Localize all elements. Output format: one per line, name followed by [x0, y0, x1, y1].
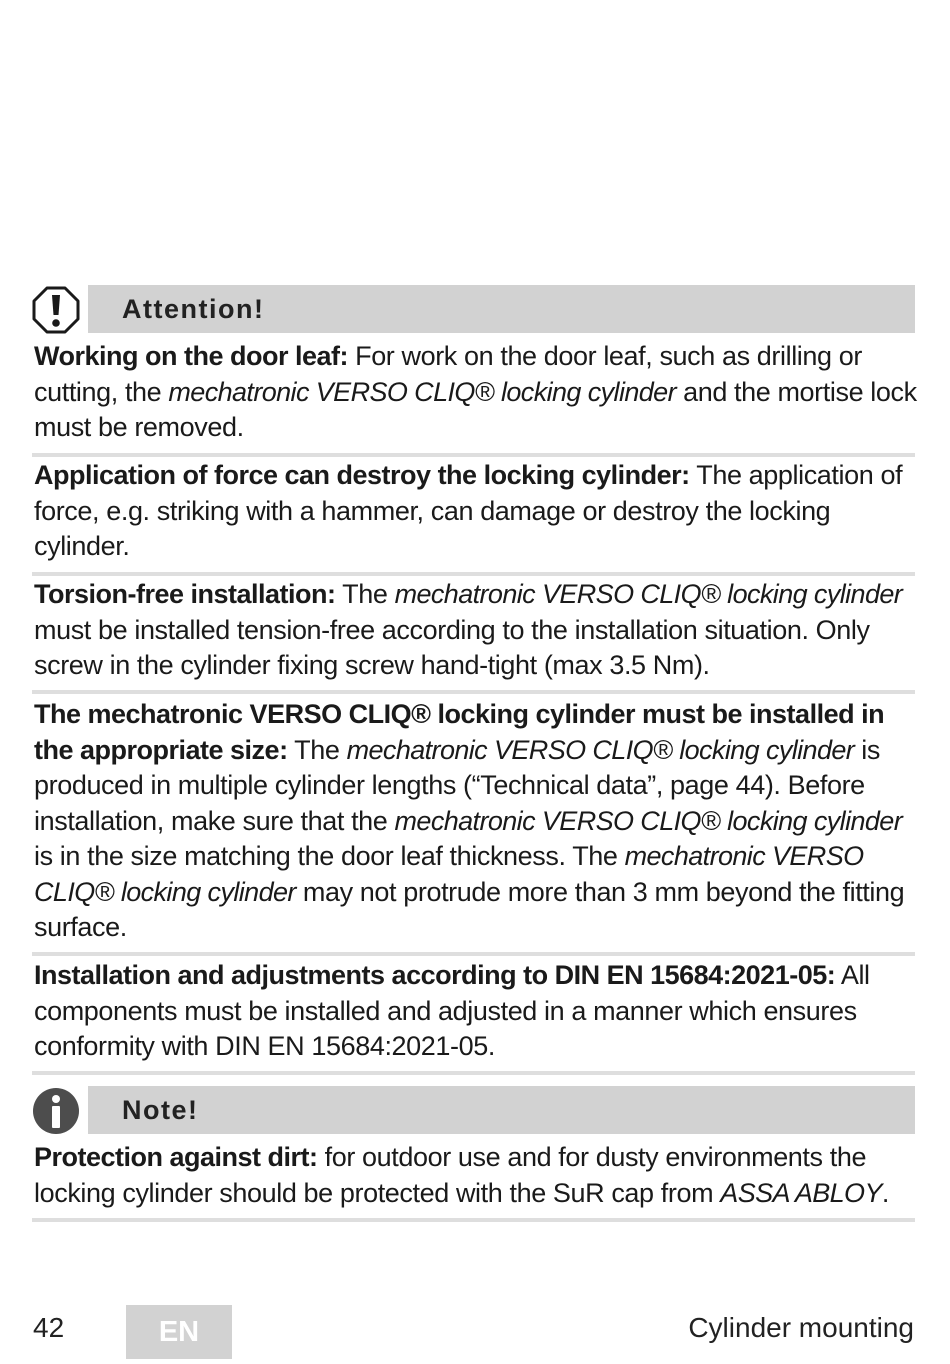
attention-label: Attention!: [122, 294, 265, 324]
paragraph-text: for outdoor use and for dusty environments the locking cylinder should be protected with the SuR cap from: [34, 1142, 867, 1208]
paragraph-heading: Torsion-free installation:: [34, 579, 336, 609]
attention-item-4: [34, 958, 924, 1065]
paragraph-heading: Installation and adjustments according to DIN EN 15684:2021-05:: [34, 960, 836, 990]
paragraph-heading: Application of force can destroy the locking cylinder:: [34, 460, 690, 490]
paragraph-text: is produced in multiple cylinder lengths (“Technical data”, page 44). Before installation, make sure that the: [34, 734, 881, 836]
attention-banner: [32, 285, 915, 333]
divider: [32, 690, 915, 694]
emphasized-text: mechatronic VERSO CLIQ® locking cylinder: [34, 841, 864, 907]
divider: [32, 1071, 915, 1075]
note-label: Note!: [122, 1095, 199, 1125]
paragraph-heading: Working on the door leaf:: [34, 341, 348, 371]
divider: [32, 1218, 915, 1222]
paragraph-text: The application of force, e.g. striking with a hammer, can damage or destroy the locking cylinder.: [34, 460, 903, 561]
paragraph-heading: The mechatronic VERSO CLIQ® locking cylinder must be installed in the appropriate size:: [34, 699, 885, 765]
paragraph-text: For work on the door leaf, such as drilling or cutting, the: [34, 341, 862, 407]
info-circle-icon: [32, 1087, 80, 1135]
divider: [32, 453, 915, 457]
attention-item-3: [34, 697, 924, 946]
note-item-0: [34, 1140, 924, 1211]
paragraph-text: and the mortise lock must be removed.: [34, 376, 917, 442]
attention-item-1: [34, 458, 924, 565]
paragraph-text: All components must be installed and adjusted in a manner which ensures conformity with DIN EN 15684:2021-05.: [34, 960, 870, 1061]
emphasized-text: mechatronic VERSO CLIQ® locking cylinder: [346, 734, 855, 765]
emphasized-text: mechatronic VERSO CLIQ® locking cylinder: [394, 579, 903, 609]
divider: [32, 952, 915, 956]
divider: [32, 572, 915, 576]
note-banner: [32, 1086, 915, 1134]
paragraph-text: must be installed tension-free according to the installation situation. Only screw in the cylinder fixing screw hand-tight (max 3.5 Nm).: [34, 614, 870, 680]
paragraph-text: The: [335, 579, 395, 609]
language-tag: EN: [126, 1305, 232, 1359]
paragraph-text: is in the size matching the door leaf thickness. The: [34, 841, 625, 871]
attention-item-2: [34, 577, 924, 684]
section-title: Cylinder mounting: [688, 1312, 914, 1343]
exclamation-octagon-icon: [32, 286, 80, 334]
paragraph-text: .: [881, 1177, 889, 1208]
page-number: 42: [33, 1312, 65, 1343]
paragraph-text: The: [287, 734, 347, 765]
attention-item-0: [34, 339, 924, 446]
emphasized-text: mechatronic VERSO CLIQ® locking cylinder: [394, 805, 903, 836]
emphasized-text: mechatronic VERSO CLIQ® locking cylinder: [168, 376, 676, 407]
emphasized-text: ASSA ABLOY: [720, 1177, 882, 1208]
note-bar: [88, 1086, 915, 1134]
paragraph-text: may not protrude more than 3 mm beyond the fitting surface.: [34, 876, 905, 942]
paragraph-heading: Protection against dirt:: [34, 1142, 318, 1172]
